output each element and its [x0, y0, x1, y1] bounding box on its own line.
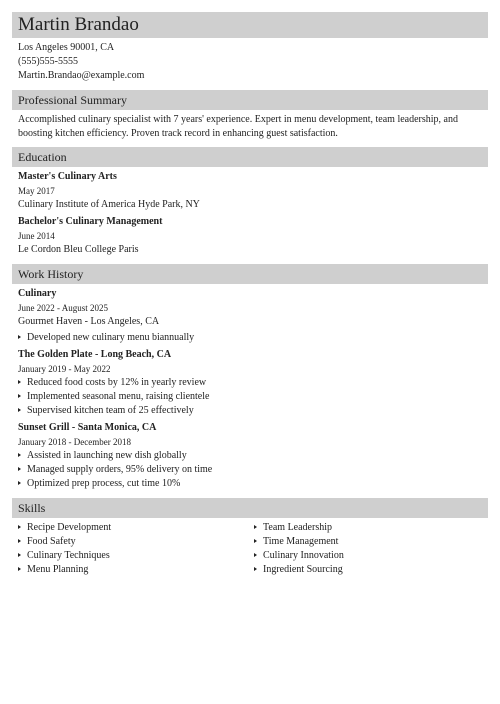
job-title: Sunset Grill - Santa Monica, CA [18, 422, 157, 433]
bullet-icon [18, 335, 21, 339]
contact-location: Los Angeles 90001, CA [18, 42, 115, 53]
list-item: Implemented seasonal menu, raising clientele [18, 390, 209, 404]
bullet-icon [18, 525, 21, 529]
education-degree: Master's Culinary Arts [18, 171, 117, 182]
skill-item: Menu Planning [18, 563, 88, 577]
bullet-icon [254, 539, 257, 543]
list-item: Optimized prep process, cut time 10% [18, 477, 180, 491]
bullet-icon [18, 453, 21, 457]
section-header-summary: Professional Summary [12, 90, 488, 110]
section-header-work-history: Work History [12, 264, 488, 284]
job-dates: January 2019 - May 2022 [18, 364, 111, 374]
education-degree: Bachelor's Culinary Management [18, 216, 163, 227]
section-header-education: Education [12, 147, 488, 167]
bullet-icon [18, 539, 21, 543]
skill-item: Ingredient Sourcing [254, 563, 343, 577]
bullet-icon [18, 408, 21, 412]
education-date: May 2017 [18, 186, 55, 196]
skill-item: Culinary Techniques [18, 549, 110, 563]
list-item: Managed supply orders, 95% delivery on time [18, 463, 212, 477]
list-item: Developed new culinary menu biannually [18, 331, 194, 345]
skill-item: Recipe Development [18, 521, 111, 535]
bullet-icon [18, 553, 21, 557]
job-company: Gourmet Haven - Los Angeles, CA [18, 316, 160, 327]
education-date: June 2014 [18, 231, 55, 241]
job-dates: January 2018 - December 2018 [18, 437, 131, 447]
bullet-icon [18, 567, 21, 571]
contact-email: Martin.Brandao@example.com [18, 70, 145, 81]
name-header: Martin Brandao [12, 12, 488, 38]
education-school: Culinary Institute of America Hyde Park, NY [18, 199, 200, 210]
bullet-icon [18, 394, 21, 398]
education-school: Le Cordon Bleu College Paris [18, 244, 139, 255]
summary-text: Accomplished culinary specialist with 7 years' experience. Expert in menu development, team leadership, and boosting kitchen efficiency. Proven track record in enhancing guest satisfaction. [18, 114, 458, 139]
list-item: Reduced food costs by 12% in yearly review [18, 376, 206, 390]
contact-phone: (555)555-5555 [18, 56, 78, 67]
bullet-icon [254, 567, 257, 571]
skill-item: Culinary Innovation [254, 549, 344, 563]
skill-item: Time Management [254, 535, 338, 549]
job-title: The Golden Plate - Long Beach, CA [18, 349, 172, 360]
bullet-icon [18, 380, 21, 384]
job-title: Culinary [18, 288, 57, 299]
list-item: Supervised kitchen team of 25 effectively [18, 404, 194, 418]
bullet-icon [18, 467, 21, 471]
skill-item: Team Leadership [254, 521, 332, 535]
job-dates: June 2022 - August 2025 [18, 303, 108, 313]
bullet-icon [254, 525, 257, 529]
skill-item: Food Safety [18, 535, 76, 549]
list-item: Assisted in launching new dish globally [18, 449, 187, 463]
section-header-skills: Skills [12, 498, 488, 518]
bullet-icon [254, 553, 257, 557]
bullet-icon [18, 481, 21, 485]
